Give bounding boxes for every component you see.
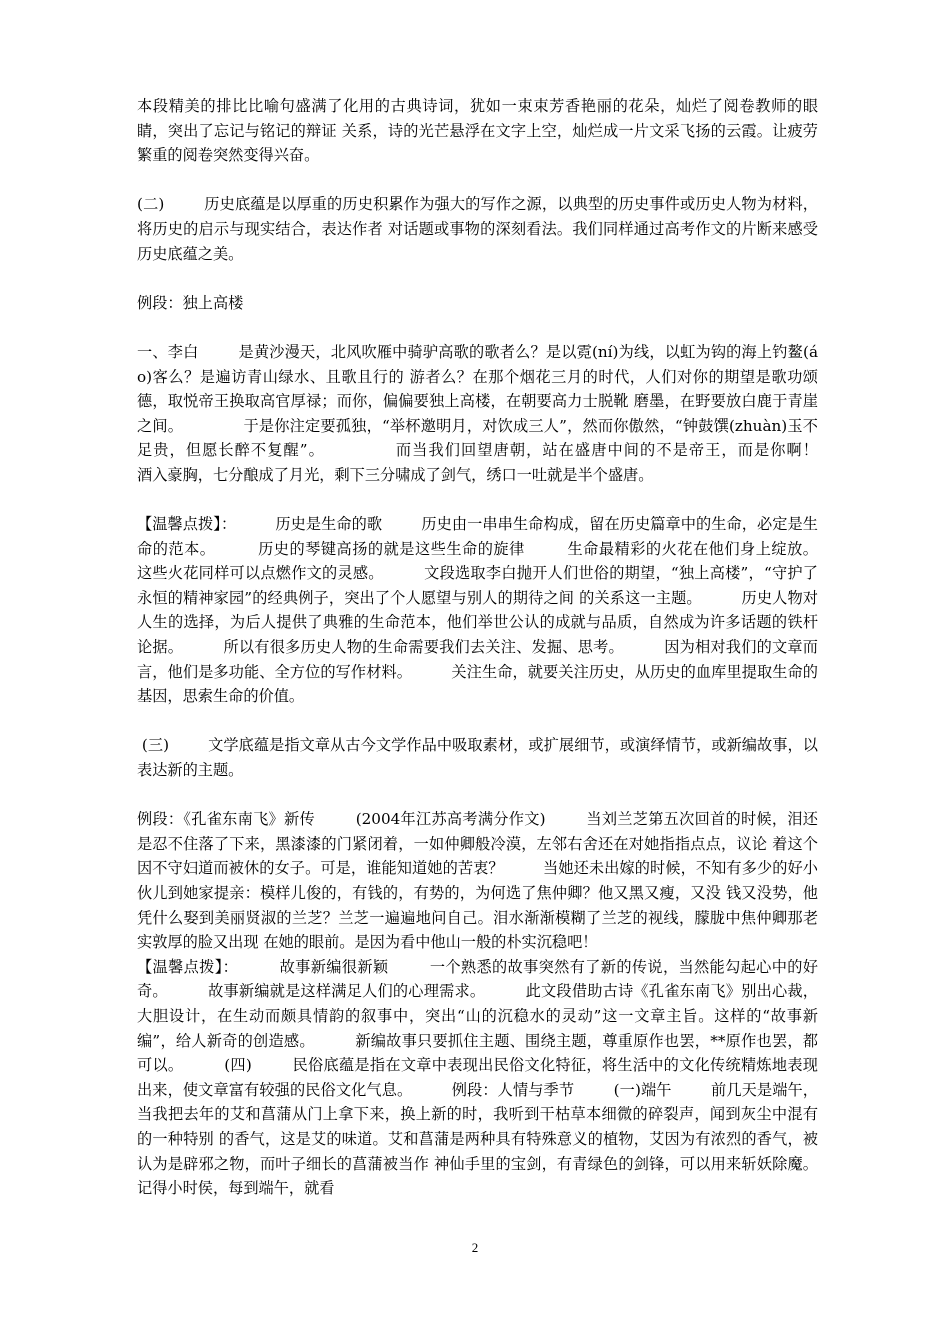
document-body bbox=[137, 94, 876, 1201]
paragraph-li-bai: 一、李白 是黄沙漫天，北风吹雁中骑驴高歌的歌者么？是以霓(ní)为线，以虹为钩的海上钓鳌(áo)客么？是遍访青山绿水、且歌且行的 游者么？在那个烟花三月的时代，人们对你的期望是歌功颂德，取悦帝王换取高官厚禄；而你，偏偏要独上高楼，在朝要高力士脱靴 磨墨，在野要放白鹿于青崖之间。 于是你注定要孤独，“举杯邀明月，对饮成三人”，然而你傲然，“钟鼓馔(zhuàn)玉不足贵，但愿长醉不复醒”。 而当我们回望唐朝，站在盛唐中间的不是帝王，而是你啊！ 酒入豪胸，七分酿成了月光，剩下三分啸成了剑气，绣口一吐就是半个盛唐。 bbox=[137, 342, 876, 484]
page-number: 2 bbox=[471, 1240, 479, 1255]
paragraph-gap bbox=[137, 266, 818, 291]
paragraph-tips-history: 【温馨点拨】： 历史是生命的歌 历史由一串串生命构成，留在历史篇章中的生命，必定是生命的范本。 历史的琴键高扬的就是这些生命的旋律 生命最精彩的火花在他们身上绽放。 这些火花同样可以点燃作文的灵感。 文段选取李白抛开人们世俗的期望，“独上高楼”，“守护了永恒的精神家园”的经典例子，突出了个人愿望与别人的期待之间 的关系这一主题。 历史人物对人生的选择，为后人提供了典雅的生命范本，他们举世公认的成就与品质，自然成为许多话题的铁杆论据。 所以有很多历史人物的生命需要我们去关注、发掘、思考。 因为相对我们的文章而言，他们是多功能、全方位的写作材料。 关注生命，就要关注历史，从历史的血库里提取生命的基因，思索生命的价值。 bbox=[137, 515, 857, 706]
paragraph-gap bbox=[137, 488, 818, 513]
paragraph-gap bbox=[137, 315, 818, 340]
paragraph-example-title: 例段：独上高楼 bbox=[137, 293, 244, 312]
paragraph-gap bbox=[137, 168, 818, 193]
paragraph-history-heading: (二) 历史底蕴是以厚重的历史积累作为强大的写作之源，以典型的历史事件或历史人物为材料，将历史的启示与现实结合，表达作者 对话题或事物的深刻看法。我们同样通过高考作文的片断来感受历史底蕴之美。 bbox=[137, 195, 818, 263]
paragraph-tips-folk: 【温馨点拨】： 故事新编很新颖 一个熟悉的故事突然有了新的传说，当然能勾起心中的好奇。 故事新编就是这样满足人们的心理需求。 此文段借助古诗《孔雀东南飞》别出心裁，大胆设计，在生动而颇具情韵的叙事中，突出“山的沉稳水的灵动”这一文章主旨。这样的“故事新编”，给人新奇的创造感。 新编故事只要抓住主题、围绕主题，尊重原作也罢，**原作也罢，都可以。 (四) 民俗底蕴是指在文章中表现出民俗文化特征，将生活中的文化传统精炼地表现出来，使文章富有较强的民俗文化气息。 例段：人情与季节 (一)端午 前几天是端午，当我把去年的艾和菖蒲从门上拿下来，换上新的时，我听到干枯草本细微的碎裂声，闻到灰尘中混有的一种特别 的香气，这是艾的味道。艾和菖蒲是两种具有特殊意义的植物，艾因为有浓烈的香气，被认为是辟邪之物，而叶子细长的菖蒲被当作 神仙手里的宝剑，有青绿色的剑锋，可以用来斩妖除魔。记得小时侯，每到端午，就看 bbox=[137, 957, 818, 1198]
paragraph-literature-heading: (三) 文学底蕴是指文章从古今文学作品中吸取素材，或扩展细节，或演绎情节，或新编故事，以表达新的主题。 bbox=[137, 736, 818, 780]
paragraph-gap bbox=[137, 709, 818, 734]
paragraph-gap bbox=[137, 783, 818, 808]
paragraph-commentary-intro: 本段精美的排比比喻句盛满了化用的古典诗词，犹如一束束芳香艳丽的花朵，灿烂了阅卷教师的眼睛，突出了忘记与铭记的辩证 关系，诗的光芒悬浮在文字上空，灿烂成一片文采飞扬的云霞。让疲劳繁重的阅卷突然变得兴奋。 bbox=[137, 97, 818, 165]
paragraph-peacock-story: 例段：《孔雀东南飞》新传 (2004年江苏高考满分作文) 当刘兰芝第五次回首的时候，泪还是忍不住落了下来，黑漆漆的门紧闭着，一如仲卿般冷漠，左邻右舍还在对她指指点点，议论 着这个因不守妇道而被休的女子。可是，谁能知道她的苦衷？ 当她还未出嫁的时候，不知有多少的好小伙儿到她家提亲：模样儿俊的，有钱的，有势的，为何选了焦仲卿？他又黑又瘦，又没 钱又没势，他凭什么娶到美丽贤淑的兰芝？兰芝一遍遍地问自己。泪水渐渐模糊了兰芝的视线，朦胧中焦仲卿那老实敦厚的脸又出现 在她的眼前。是因为看中他山一般的朴实沉稳吧！ bbox=[137, 810, 818, 952]
